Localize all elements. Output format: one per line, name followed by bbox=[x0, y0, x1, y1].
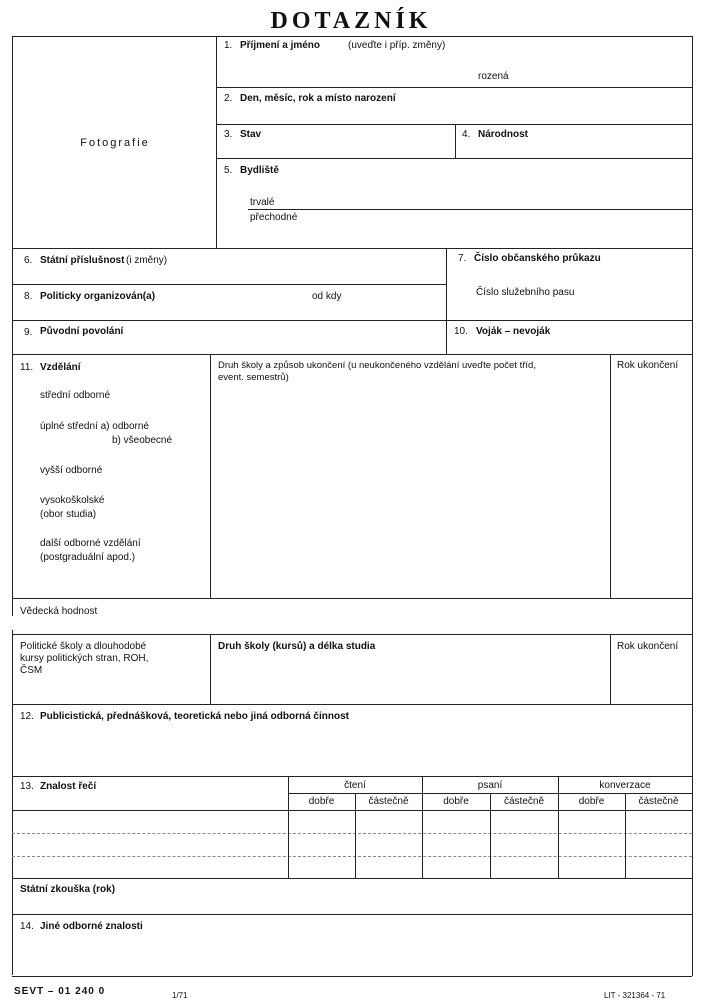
edu-divider-2 bbox=[610, 354, 611, 598]
field-14-number: 14. bbox=[20, 921, 34, 932]
field-9-number: 9. bbox=[24, 327, 33, 338]
footer-print-code: LIT - 321364 - 71 bbox=[604, 991, 666, 1000]
lang-group-reading: čtení bbox=[344, 780, 366, 791]
field-3-label: Stav bbox=[240, 129, 262, 140]
edu-school-header-2: event. semestrů) bbox=[218, 372, 289, 383]
field-13-label: Znalost řečí bbox=[40, 781, 97, 792]
political-label-3: ČSM bbox=[20, 665, 43, 676]
photo-divider bbox=[216, 36, 217, 248]
field-6-label: Státní příslušnost bbox=[40, 255, 125, 266]
lang-col-0 bbox=[288, 776, 289, 878]
line-after-field-6 bbox=[12, 284, 446, 285]
field-2-number: 2. bbox=[224, 93, 233, 104]
line-after-exam bbox=[12, 914, 692, 915]
lang-level-writing-partial: částečně bbox=[503, 796, 545, 807]
political-school-header: Druh školy (kursů) a délka studia bbox=[218, 641, 376, 652]
field-6-number: 6. bbox=[24, 255, 33, 266]
field-8-since-label: od kdy bbox=[312, 291, 342, 302]
field-7-label: Číslo občanského průkazu bbox=[474, 253, 601, 264]
degree-label: Vědecká hodnost bbox=[20, 606, 98, 617]
lang-row-line-1 bbox=[12, 833, 692, 834]
political-divider-1 bbox=[210, 634, 211, 704]
lang-col-1 bbox=[355, 793, 356, 878]
edu-university: vysokoškolské bbox=[40, 495, 105, 506]
field-10-number: 10. bbox=[454, 326, 468, 337]
lang-row-line-2 bbox=[12, 856, 692, 857]
line-after-field-12 bbox=[12, 776, 692, 777]
lang-group-conversation: konverzace bbox=[599, 780, 651, 791]
residence-divider bbox=[248, 209, 692, 210]
field-8-label: Politicky organizován(a) bbox=[40, 291, 156, 302]
lang-level-conversation-good: dobře bbox=[578, 796, 605, 807]
field-7-passport-label: Číslo služebního pasu bbox=[476, 287, 575, 298]
lang-level-writing-good: dobře bbox=[443, 796, 469, 807]
lang-level-conversation-partial: částečně bbox=[638, 796, 679, 807]
field-11-number: 11. bbox=[20, 362, 34, 373]
field-7-number: 7. bbox=[458, 253, 467, 264]
field-3-number: 3. bbox=[224, 129, 233, 140]
exam-label: Státní zkouška (rok) bbox=[20, 884, 116, 895]
line-after-field-3 bbox=[216, 158, 692, 159]
field-6-hint: (i změny) bbox=[126, 255, 168, 266]
lang-col-3 bbox=[490, 793, 491, 878]
field-1-number: 1. bbox=[224, 40, 233, 51]
divider-6-7 bbox=[446, 248, 447, 354]
residence-temporary-label: přechodné bbox=[250, 212, 298, 223]
footer-edition: 1/71 bbox=[172, 991, 188, 1000]
edu-school-header: Druh školy a způsob ukončení (u neukončeného vzdělání uveďte počet tříd, bbox=[218, 360, 536, 371]
field-5-number: 5. bbox=[224, 165, 233, 176]
line-after-field-8 bbox=[12, 320, 692, 321]
footer-form-code: SEVT – 01 240 0 bbox=[14, 986, 106, 997]
edu-higher-vocational: vyšší odborné bbox=[40, 465, 103, 476]
field-9-label: Původní povolání bbox=[40, 326, 124, 337]
lang-level-reading-good: dobře bbox=[308, 796, 335, 807]
field-8-number: 8. bbox=[24, 291, 33, 302]
lang-col-4 bbox=[558, 776, 559, 878]
political-year-header: Rok ukončení bbox=[617, 641, 679, 652]
form-title: DOTAZNÍK bbox=[270, 8, 432, 34]
edu-further: další odborné vzdělání bbox=[40, 538, 141, 549]
field-12-label: Publicistická, přednášková, teoretická nebo jiná odborná činnost bbox=[40, 711, 349, 722]
edu-secondary-vocational: střední odborné bbox=[40, 390, 111, 401]
field-13-number: 13. bbox=[20, 781, 34, 792]
political-label-1: Politické školy a dlouhodobé bbox=[20, 641, 147, 652]
lang-level-reading-partial: částečně bbox=[368, 796, 409, 807]
field-11-label: Vzdělání bbox=[40, 362, 81, 373]
edu-full-secondary-a: úplné střední a) odborné bbox=[40, 421, 149, 432]
edu-university-field: (obor studia) bbox=[40, 509, 97, 520]
field-10-label: Voják – nevoják bbox=[476, 326, 551, 337]
field-1-maiden-label: rozená bbox=[478, 71, 509, 82]
frame-bottom-line bbox=[12, 976, 692, 977]
frame-right-line bbox=[692, 36, 693, 976]
lang-col-2 bbox=[422, 776, 423, 878]
residence-permanent-label: trvalé bbox=[250, 197, 275, 208]
political-label-2: kursy politických stran, ROH, bbox=[20, 653, 149, 664]
political-divider-2 bbox=[610, 634, 611, 704]
edu-full-secondary-b: b) všeobecné bbox=[112, 435, 173, 446]
lang-header-line bbox=[12, 810, 692, 811]
lang-col-5 bbox=[625, 793, 626, 878]
line-after-political bbox=[12, 704, 692, 705]
field-4-number: 4. bbox=[462, 129, 471, 140]
lang-group-writing: psaní bbox=[477, 780, 503, 791]
field-12-number: 12. bbox=[20, 711, 34, 722]
line-after-field-5 bbox=[12, 248, 692, 249]
line-after-field-9 bbox=[12, 354, 692, 355]
field-2-label: Den, měsíc, rok a místo narození bbox=[240, 93, 396, 104]
frame-top-line bbox=[12, 36, 692, 37]
line-after-degree bbox=[12, 634, 692, 635]
edu-postgraduate: (postgraduální apod.) bbox=[40, 552, 136, 563]
field-14-label: Jiné odborné znalosti bbox=[40, 921, 143, 932]
edu-divider-1 bbox=[210, 354, 211, 598]
line-after-education bbox=[12, 598, 692, 599]
line-after-field-2 bbox=[216, 124, 692, 125]
edu-year-header: Rok ukončení bbox=[617, 360, 679, 371]
field-4-label: Národnost bbox=[478, 129, 528, 140]
line-after-languages bbox=[12, 878, 692, 879]
field-1-label: Příjmení a jméno bbox=[240, 40, 321, 51]
frame-left-line-lower bbox=[12, 630, 13, 975]
field-1-hint: (uveďte i příp. změny) bbox=[348, 40, 446, 51]
frame-left-line bbox=[12, 36, 13, 616]
line-after-field-1 bbox=[216, 87, 692, 88]
divider-3-4 bbox=[455, 124, 456, 158]
photo-label: Fotografie bbox=[80, 137, 150, 149]
field-5-label: Bydliště bbox=[240, 165, 279, 176]
photo-area[interactable] bbox=[14, 38, 216, 248]
